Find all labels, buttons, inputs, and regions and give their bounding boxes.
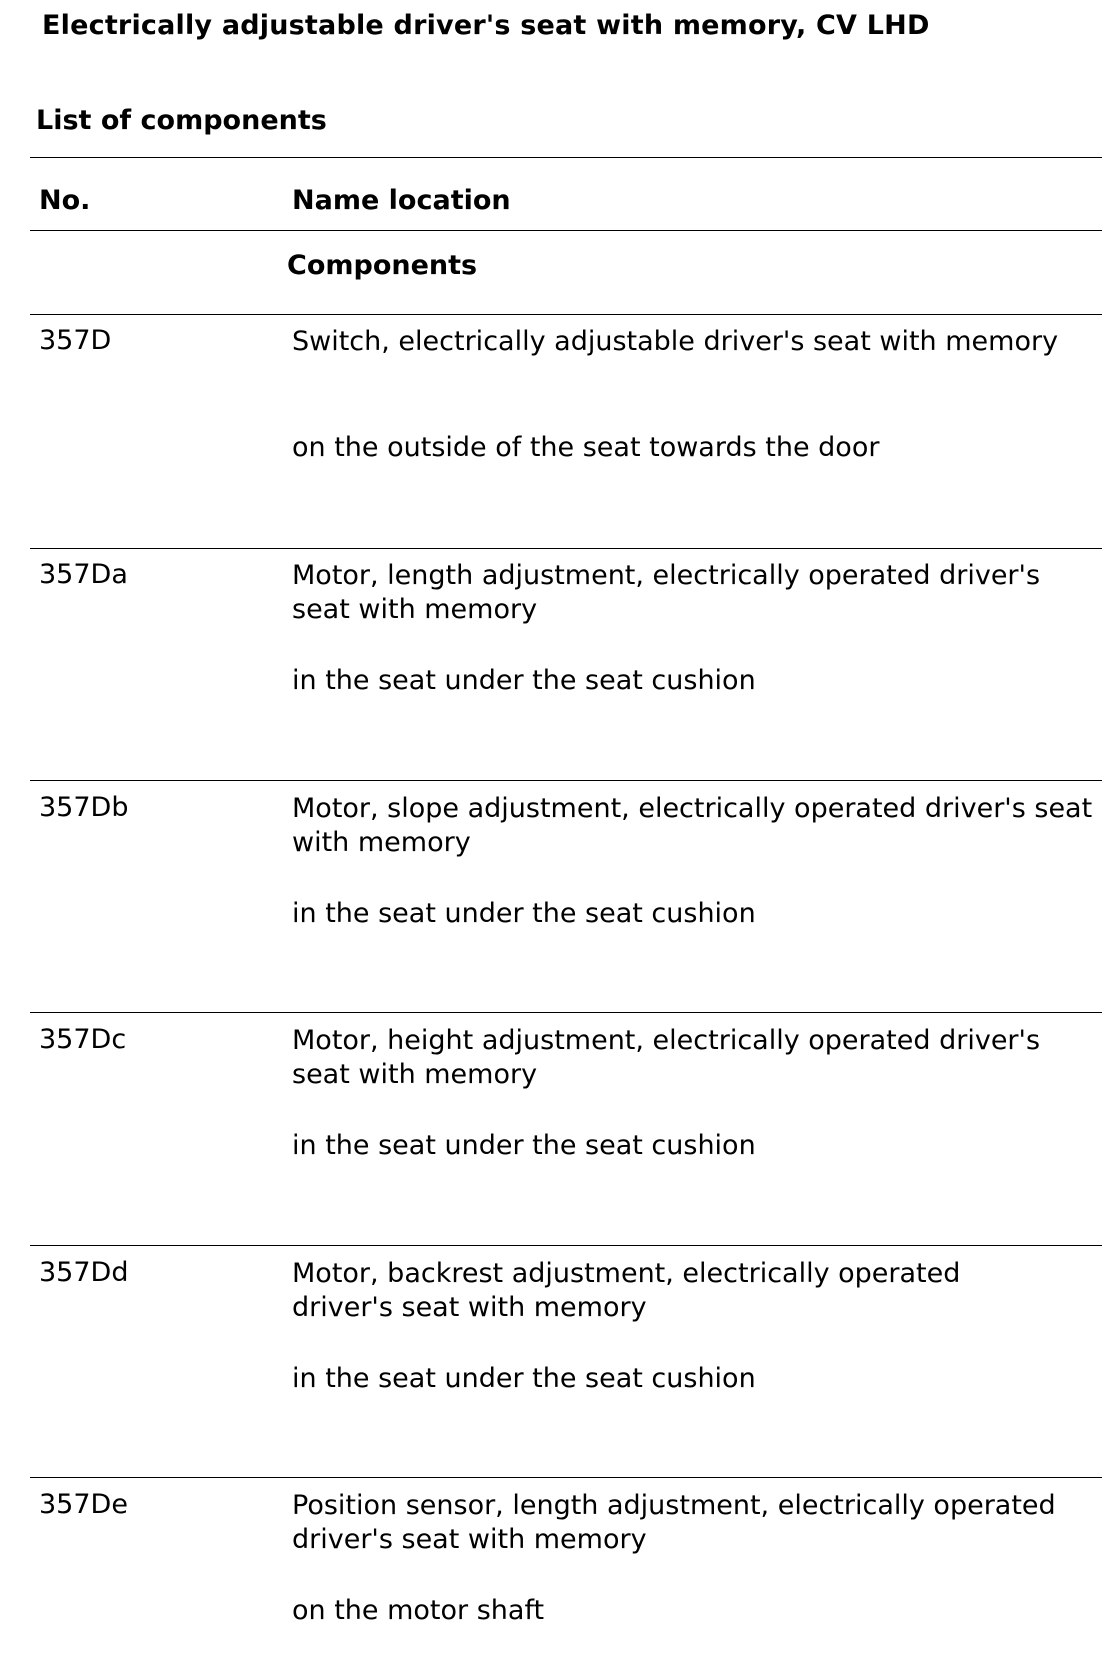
component-location: on the outside of the seat towards the door: [292, 432, 880, 463]
component-location: in the seat under the seat cushion: [292, 665, 756, 696]
row-divider: [30, 1245, 1102, 1246]
component-number: 357Da: [39, 559, 128, 590]
row-divider: [30, 548, 1102, 549]
column-header-no: No.: [39, 185, 91, 216]
row-divider: [30, 314, 1102, 315]
component-location: in the seat under the seat cushion: [292, 898, 756, 929]
component-number: 357D: [39, 325, 112, 356]
component-location: in the seat under the seat cushion: [292, 1363, 756, 1394]
component-name: Position sensor, length adjustment, electrically operated driver's seat with memory: [292, 1490, 1056, 1555]
table-top-rule: [30, 157, 1102, 158]
group-label-components: Components: [287, 250, 478, 281]
row-divider: [30, 1012, 1102, 1013]
row-divider: [30, 780, 1102, 781]
component-name: Motor, backrest adjustment, electrically operated driver's seat with memory: [292, 1258, 961, 1323]
component-name: Motor, height adjustment, electrically operated driver's seat with memory: [292, 1025, 1041, 1090]
component-name: Motor, slope adjustment, electrically operated driver's seat with memory: [292, 793, 1093, 858]
component-location: in the seat under the seat cushion: [292, 1130, 756, 1161]
document-title: Electrically adjustable driver's seat with memory, CV LHD: [42, 10, 930, 41]
header-rule: [30, 230, 1102, 231]
component-name: Switch, electrically adjustable driver's seat with memory: [292, 326, 1059, 357]
component-number: 357Dd: [39, 1257, 129, 1288]
component-location: on the motor shaft: [292, 1595, 545, 1626]
component-number: 357Dc: [39, 1024, 127, 1055]
component-number: 357De: [39, 1489, 128, 1520]
row-divider: [30, 1477, 1102, 1478]
column-header-name-location: Name location: [292, 185, 511, 216]
section-title: List of components: [36, 105, 327, 136]
component-number: 357Db: [39, 792, 129, 823]
component-name: Motor, length adjustment, electrically operated driver's seat with memory: [292, 560, 1041, 625]
